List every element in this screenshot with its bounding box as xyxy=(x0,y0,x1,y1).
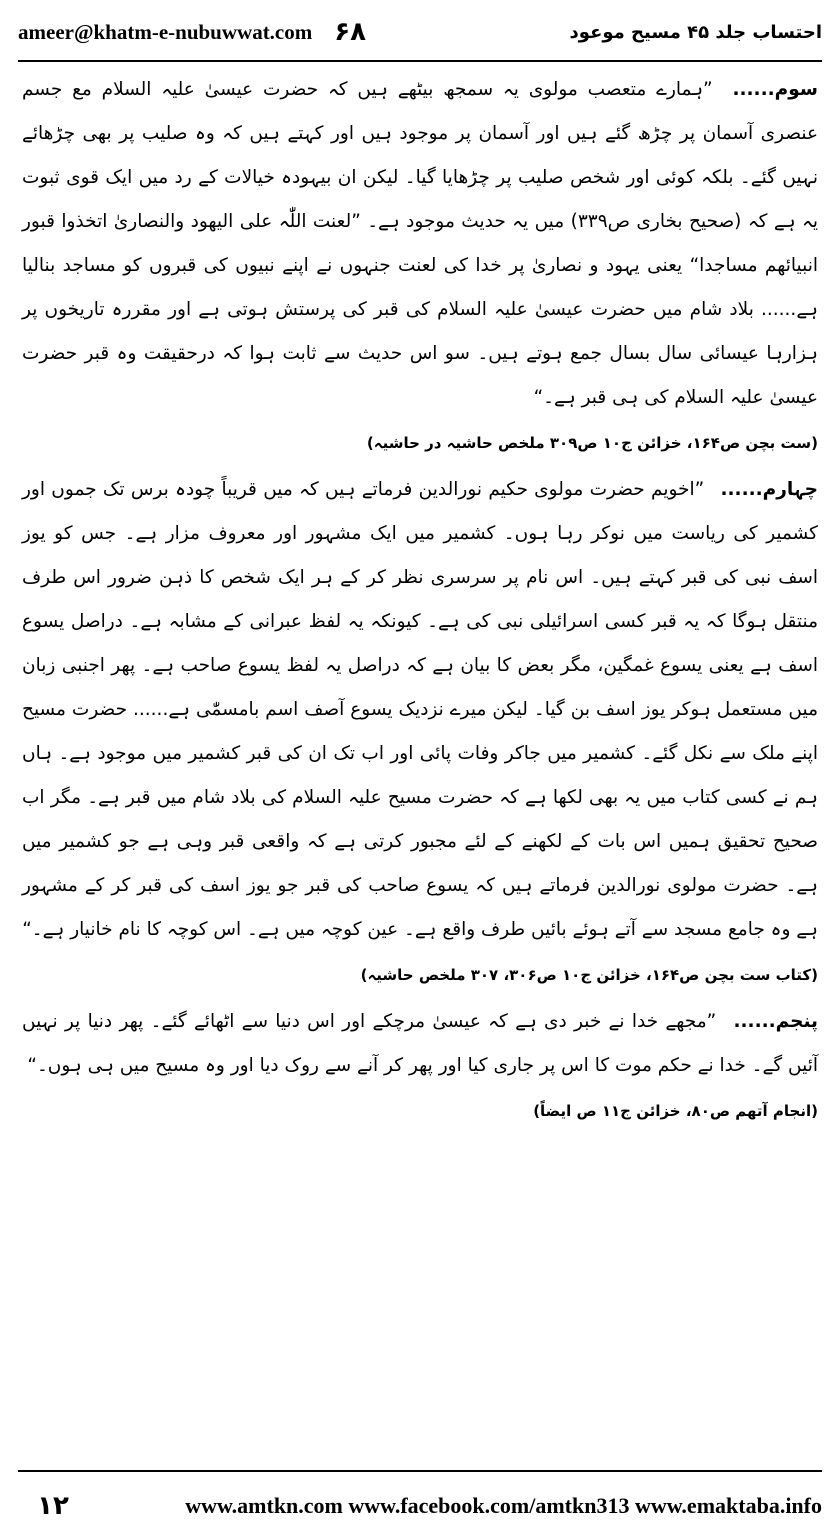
reference-3: (انجام آتھم ص۸۰، خزائن ج۱۱ ص ایضاً) xyxy=(533,1102,818,1120)
paragraph-som-lead: سوم...... xyxy=(732,79,818,100)
page-content xyxy=(22,68,818,1136)
page-header xyxy=(18,8,822,56)
header-email: ameer@khatm-e-nubuwwat.com xyxy=(18,19,313,44)
footer-book-number: ۱۲ xyxy=(37,1491,69,1521)
paragraph-panjum-text: ”مجھے خدا نے خبر دی ہے کہ عیسیٰ مرچکے اور اس دنیا سے اٹھائے گئے۔ پھر دنیا پر نہیں آئیں گے۔ خدا نے حکم موت کا اس پر جاری کیا اور پھر کر آنے سے روک دیا اور وہ مسیح میں ہی ہوں۔“ xyxy=(22,1011,818,1076)
header-left xyxy=(18,17,366,47)
paragraph-som-text: ”ہمارے متعصب مولوی یہ سمجھ بیٹھے ہیں کہ حضرت عیسیٰ علیہ السلام مع جسم عنصری آسمان پر چڑھ گئے ہیں اور آسمان پر موجود ہیں اور کہتے ہیں کہ وہ صلیب پر بھی چڑھائے نہیں گئے۔ بلکہ کوئی اور شخص صلیب پر چڑھایا گیا۔ لیکن ان بیہودہ خیالات کے رد میں ایک قوی ثبوت یہ ہے کہ (صحیح بخاری ص۳۳۹) میں یہ حدیث موجود ہے۔ ”لعنت اللّٰہ علی الیھود والنصاریٰ اتخذوا قبور انبیائھم مساجدا“ یعنی یہود و نصاریٰ پر خدا کی لعنت جنہوں نے اپنے نبیوں کی قبروں کو مساجد بنالیا ہے...... بلاد شام میں حضرت عیسیٰ علیہ السلام کی قبر کی پرستش ہوتی ہے اور مقررہ تاریخوں پر ہزارہا عیسائی سال بسال جمع ہوتے ہیں۔ سو اس حدیث سے ثابت ہوا کہ درحقیقت وہ قبر حضرت عیسیٰ علیہ السلام کی ہی قبر ہے۔“ xyxy=(22,79,818,408)
header-page-number: ۶۸ xyxy=(334,17,366,47)
header-title: احتساب جلد ۴۵ مسیح موعود xyxy=(569,21,822,43)
paragraph-panjum-lead: پنجم...... xyxy=(733,1011,818,1032)
header-rule xyxy=(18,60,822,62)
footer-rule xyxy=(18,1470,822,1472)
paragraph-chaharum-lead: چہارم...... xyxy=(720,479,818,500)
page-footer xyxy=(18,1480,822,1532)
paragraph-som xyxy=(22,68,818,420)
paragraph-chaharum-text: ”اخویم حضرت مولوی حکیم نورالدین فرماتے ہیں کہ میں قریباً چودہ برس تک جموں اور کشمیر کی ریاست میں نوکر رہا ہوں۔ کشمیر میں ایک مشہور اور معروف مزار ہے۔ جس کو یوز اسف نبی کی قبر کہتے ہیں۔ اس نام پر سرسری نظر کر کے ہر ایک شخص کا ذہن ضرور اس طرف منتقل ہوگا کہ یہ قبر کسی اسرائیلی نبی کی ہے۔ کیونکہ یہ لفظ عبرانی کے مشابہ ہے۔ دراصل یسوع اسف ہے یعنی یسوع غمگین، مگر بعض کا بیان ہے کہ دراصل یہ لفظ یسوع صاحب ہے۔ پھر اجنبی زبان میں مستعمل ہوکر یوز اسف بن گیا۔ لیکن میرے نزدیک یسوع آصف اسم بامسمّٰی ہے...... حضرت مسیح اپنے ملک سے نکل گئے۔ کشمیر میں جاکر وفات پائی اور اب تک ان کی قبر کشمیر میں موجود ہے۔ ہاں ہم نے کسی کتاب میں یہ بھی لکھا ہے کہ حضرت مسیح علیہ السلام کی بلاد شام میں قبر ہے۔ مگر اب صحیح تحقیق ہمیں اس بات کے لکھنے کے لئے مجبور کرتی ہے کہ واقعی قبر وہی ہے جو کشمیر میں ہے۔ حضرت مولوی نورالدین فرماتے ہیں کہ یسوع صاحب کی قبر جو یوز اسف کی قبر کر کے مشہور ہے وہ جامع مسجد سے آتے ہوئے بائیں طرف واقع ہے۔ عین کوچہ میں ہے۔ اس کوچہ کا نام خانیار ہے۔“ xyxy=(22,479,818,940)
footer-links[interactable]: www.amtkn.com www.facebook.com/amtkn313 www.emaktaba.info xyxy=(185,1493,822,1518)
reference-2: (کتاب ست بچن ص۱۶۴، خزائن ج۱۰ ص۳۰۶، ۳۰۷ ملخص حاشیہ) xyxy=(360,966,818,984)
paragraph-panjum xyxy=(22,1000,818,1088)
paragraph-chaharum xyxy=(22,468,818,952)
reference-1: (ست بچن ص۱۶۴، خزائن ج۱۰ ص۳۰۹ ملخص حاشیہ در حاشیہ) xyxy=(366,434,818,452)
